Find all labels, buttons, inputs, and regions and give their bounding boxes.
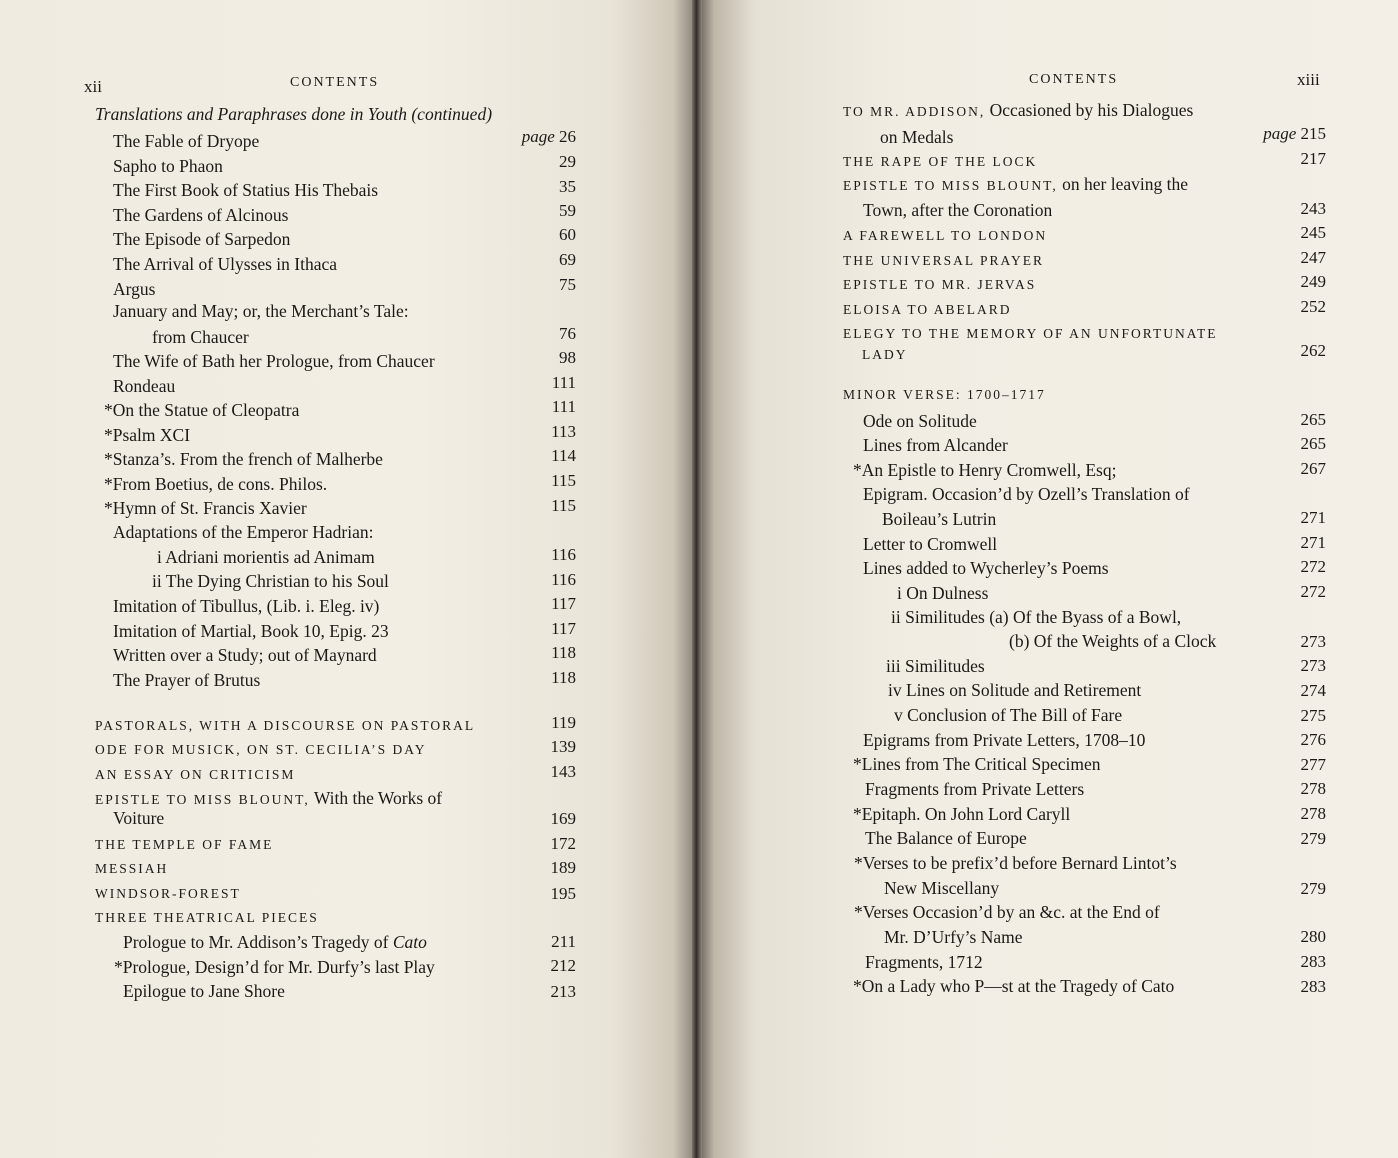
toc-page-number: 116	[551, 545, 576, 564]
toc-entry[interactable]: PASTORALS, WITH A DISCOURSE ON PASTORAL	[95, 718, 476, 733]
toc-entry[interactable]: *Verses Occasion’d by an &c. at the End of	[854, 902, 1160, 922]
toc-entry-title: on her leaving the	[1057, 174, 1188, 194]
toc-page-number: 249	[1300, 272, 1326, 291]
toc-entry[interactable]: ii The Dying Christian to his Soul	[152, 571, 389, 591]
toc-entry[interactable]: The Arrival of Ulysses in Ithaca	[113, 254, 338, 274]
toc-entry[interactable]	[123, 932, 427, 952]
toc-page-number: 280	[1300, 927, 1326, 946]
toc-page-number	[1220, 124, 1326, 144]
toc-entry[interactable]: The First Book of Statius His Thebais	[113, 180, 379, 200]
section-heading-title: Translations and Paraphrases done in Youth	[95, 104, 407, 124]
toc-page-number: 35	[559, 177, 576, 196]
toc-entry[interactable]: MESSIAH	[95, 861, 169, 876]
toc-entry[interactable]: The Balance of Europe	[865, 828, 1027, 848]
toc-entry[interactable]: January and May; or, the Merchant’s Tale:	[113, 301, 409, 321]
toc-entry[interactable]: MINOR VERSE: 1700–1717	[843, 387, 1046, 402]
toc-page-number: 213	[550, 982, 576, 1001]
toc-page-number: 273	[1300, 656, 1326, 675]
toc-page-number: 271	[1300, 508, 1326, 527]
toc-page-number: 275	[1300, 706, 1326, 725]
toc-entry[interactable]: ELOISA TO ABELARD	[843, 302, 1012, 317]
toc-page-number: 60	[559, 225, 576, 244]
toc-entry-title-italic: Cato	[392, 932, 427, 952]
left-folio: xii	[84, 77, 102, 96]
toc-page-number: 279	[1300, 879, 1326, 898]
toc-entry[interactable]: Imitation of Tibullus, (Lib. i. Eleg. iv)	[113, 596, 380, 616]
section-heading-suffix: (continued)	[411, 104, 493, 124]
toc-entry[interactable]: v Conclusion of The Bill of Fare	[894, 705, 1123, 725]
toc-entry[interactable]	[843, 100, 1193, 122]
toc-page-number: 118	[551, 643, 576, 662]
toc-entry[interactable]: Voiture	[113, 808, 165, 828]
toc-entry-title-caps: EPISTLE TO MISS BLOUNT,	[95, 792, 310, 807]
toc-entry[interactable]: Epigrams from Private Letters, 1708–10	[863, 730, 1146, 750]
toc-page-number: 278	[1300, 779, 1326, 798]
toc-page-number: 117	[551, 619, 576, 638]
toc-page-number: 272	[1300, 557, 1326, 576]
toc-entry[interactable]: THE UNIVERSAL PRAYER	[843, 253, 1045, 268]
toc-entry[interactable]: Lines added to Wycherley’s Poems	[863, 558, 1109, 578]
toc-entry[interactable]: Written over a Study; out of Maynard	[113, 645, 377, 665]
toc-entry-title-caps: EPISTLE TO MISS BLOUNT,	[843, 178, 1058, 193]
toc-page-number: 76	[559, 324, 576, 343]
toc-page-number: 195	[550, 884, 576, 903]
toc-entry[interactable]: *Psalm XCI	[104, 425, 191, 445]
toc-entry[interactable]: *Hymn of St. Francis Xavier	[104, 498, 307, 518]
toc-entry[interactable]: Mr. D’Urfy’s Name	[884, 927, 1023, 947]
toc-entry-title-caps: TO MR. ADDISON,	[843, 104, 986, 119]
toc-page-number: 272	[1300, 582, 1326, 601]
toc-entry[interactable]: Letter to Cromwell	[863, 534, 998, 554]
toc-entry[interactable]: *Stanza’s. From the french of Malherbe	[104, 449, 383, 469]
toc-page-value: 26	[559, 127, 576, 146]
toc-page-number: 169	[550, 809, 576, 828]
toc-entry[interactable]: from Chaucer	[152, 327, 249, 347]
toc-page-number: 114	[551, 446, 576, 465]
toc-page-number: 115	[551, 496, 576, 515]
toc-entry-title: Prologue to Mr. Addison’s Tragedy of	[123, 932, 389, 952]
right-page	[700, 0, 1398, 1158]
toc-entry[interactable]: The Fable of Dryope	[113, 131, 260, 151]
toc-entry[interactable]: *From Boetius, de cons. Philos.	[104, 474, 328, 494]
toc-entry-title: Occasioned by his Dialogues	[985, 100, 1194, 120]
toc-entry[interactable]: Adaptations of the Emperor Hadrian:	[113, 522, 374, 542]
toc-page-number: 265	[1300, 434, 1326, 453]
toc-page-number: 111	[551, 397, 576, 416]
toc-entry[interactable]: i Adriani morientis ad Animam	[157, 547, 375, 567]
toc-entry[interactable]	[843, 174, 1188, 196]
toc-entry[interactable]: Argus	[113, 279, 156, 299]
toc-entry[interactable]: The Gardens of Alcinous	[113, 205, 289, 225]
toc-page-number: 116	[551, 570, 576, 589]
toc-entry[interactable]: Sapho to Phaon	[113, 156, 223, 176]
toc-entry[interactable]: *Verses to be prefix’d before Bernard Lintot’s	[854, 853, 1177, 873]
toc-page-number: 143	[550, 762, 576, 781]
toc-page-number: 267	[1300, 459, 1326, 478]
toc-entry[interactable]: A FAREWELL TO LONDON	[843, 228, 1048, 243]
toc-entry[interactable]: THE RAPE OF THE LOCK	[843, 154, 1038, 169]
toc-page-number: 276	[1300, 730, 1326, 749]
toc-entry[interactable]: AN ESSAY ON CRITICISM	[95, 767, 296, 782]
toc-page-number: 75	[559, 275, 576, 294]
toc-entry[interactable]: Imitation of Martial, Book 10, Epig. 23	[113, 621, 389, 641]
toc-page-number: 274	[1300, 681, 1326, 700]
toc-entry[interactable]: THE TEMPLE OF FAME	[95, 837, 274, 852]
toc-entry[interactable]: Ode on Solitude	[863, 411, 977, 431]
page-label: page	[521, 127, 555, 146]
toc-entry[interactable]: i On Dulness	[897, 583, 989, 603]
toc-page-number: 247	[1300, 248, 1326, 267]
toc-page-number: 277	[1300, 755, 1326, 774]
page-label: page	[1263, 124, 1297, 143]
toc-page-number: 118	[551, 668, 576, 687]
toc-entry-title: With the Works of	[309, 788, 443, 808]
toc-entry[interactable]: New Miscellany	[884, 878, 1000, 898]
toc-entry[interactable]: Fragments, 1712	[865, 952, 983, 972]
toc-page-number: 119	[551, 713, 576, 732]
toc-page-number: 139	[550, 737, 576, 756]
toc-page-value: 215	[1300, 124, 1326, 143]
toc-page-number: 279	[1300, 829, 1326, 848]
toc-page-number: 262	[1300, 341, 1326, 360]
toc-entry[interactable]: ODE FOR MUSICK, ON ST. CECILIA’S DAY	[95, 742, 427, 757]
toc-entry[interactable]: *An Epistle to Henry Cromwell, Esq;	[853, 460, 1117, 480]
toc-page-number: 115	[551, 471, 576, 490]
toc-page-number: 189	[550, 858, 576, 877]
toc-page-number: 172	[550, 834, 576, 853]
toc-entry[interactable]: Epigram. Occasion’d by Ozell’s Translation of	[863, 484, 1190, 504]
toc-page-number: 98	[559, 348, 576, 367]
toc-page-number: 211	[551, 932, 576, 951]
toc-page-number: 273	[1300, 632, 1326, 651]
toc-entry[interactable]: Lines from Alcander	[863, 435, 1008, 455]
toc-entry[interactable]: iv Lines on Solitude and Retirement	[888, 680, 1142, 700]
toc-entry[interactable]: iii Similitudes	[886, 656, 985, 676]
toc-page-number: 117	[551, 594, 576, 613]
toc-entry[interactable]: on Medals	[880, 127, 954, 147]
toc-page-number: 271	[1300, 533, 1326, 552]
toc-entry[interactable]: (b) Of the Weights of a Clock	[1009, 631, 1217, 651]
toc-page-number: 29	[559, 152, 576, 171]
toc-page-number: 252	[1300, 297, 1326, 316]
toc-page-number: 59	[559, 201, 576, 220]
left-page	[0, 0, 694, 1158]
toc-page-number: 245	[1300, 223, 1326, 242]
toc-entry[interactable]: Fragments from Private Letters	[865, 779, 1085, 799]
toc-page-number: 113	[551, 422, 576, 441]
toc-entry[interactable]: Epilogue to Jane Shore	[123, 981, 285, 1001]
toc-page-number	[500, 127, 576, 147]
toc-entry[interactable]: ELEGY TO THE MEMORY OF AN UNFORTUNATE	[843, 326, 1218, 341]
toc-entry[interactable]	[95, 788, 442, 810]
toc-entry[interactable]: *Epitaph. On John Lord Caryll	[853, 804, 1071, 824]
toc-page-number: 283	[1300, 977, 1326, 996]
toc-entry[interactable]: The Wife of Bath her Prologue, from Chaucer	[113, 351, 435, 371]
toc-entry[interactable]: Boileau’s Lutrin	[882, 509, 997, 529]
right-folio: xiii	[1297, 70, 1320, 89]
left-running-head: CONTENTS	[290, 75, 380, 90]
toc-entry[interactable]: Rondeau	[113, 376, 176, 396]
toc-entry[interactable]: The Prayer of Brutus	[113, 670, 261, 690]
toc-page-number: 69	[559, 250, 576, 269]
toc-entry[interactable]: *Lines from The Critical Specimen	[853, 754, 1101, 774]
toc-page-number: 217	[1300, 149, 1326, 168]
toc-entry[interactable]: The Episode of Sarpedon	[113, 229, 291, 249]
toc-entry[interactable]: ii Similitudes (a) Of the Byass of a Bowl,	[891, 607, 1182, 627]
toc-entry[interactable]: LADY	[862, 347, 908, 362]
toc-page-number: 111	[551, 373, 576, 392]
toc-page-number: 212	[550, 956, 576, 975]
toc-page-number: 265	[1300, 410, 1326, 429]
toc-page-number: 243	[1300, 199, 1326, 218]
right-running-head: CONTENTS	[1029, 72, 1119, 87]
toc-entry[interactable]: *Prologue, Design’d for Mr. Durfy’s last Play	[114, 957, 435, 977]
toc-entry[interactable]: *On a Lady who P—st at the Tragedy of Cato	[853, 976, 1175, 996]
toc-page-number: 283	[1300, 952, 1326, 971]
book-gutter	[692, 0, 702, 1158]
toc-page-number: 278	[1300, 804, 1326, 823]
toc-entry[interactable]: EPISTLE TO MR. JERVAS	[843, 277, 1037, 292]
toc-entry[interactable]: Town, after the Coronation	[863, 200, 1053, 220]
toc-entry[interactable]: WINDSOR-FOREST	[95, 886, 241, 901]
toc-entry[interactable]: *On the Statue of Cleopatra	[104, 400, 300, 420]
section-heading	[95, 104, 492, 124]
toc-entry[interactable]: THREE THEATRICAL PIECES	[95, 910, 319, 925]
